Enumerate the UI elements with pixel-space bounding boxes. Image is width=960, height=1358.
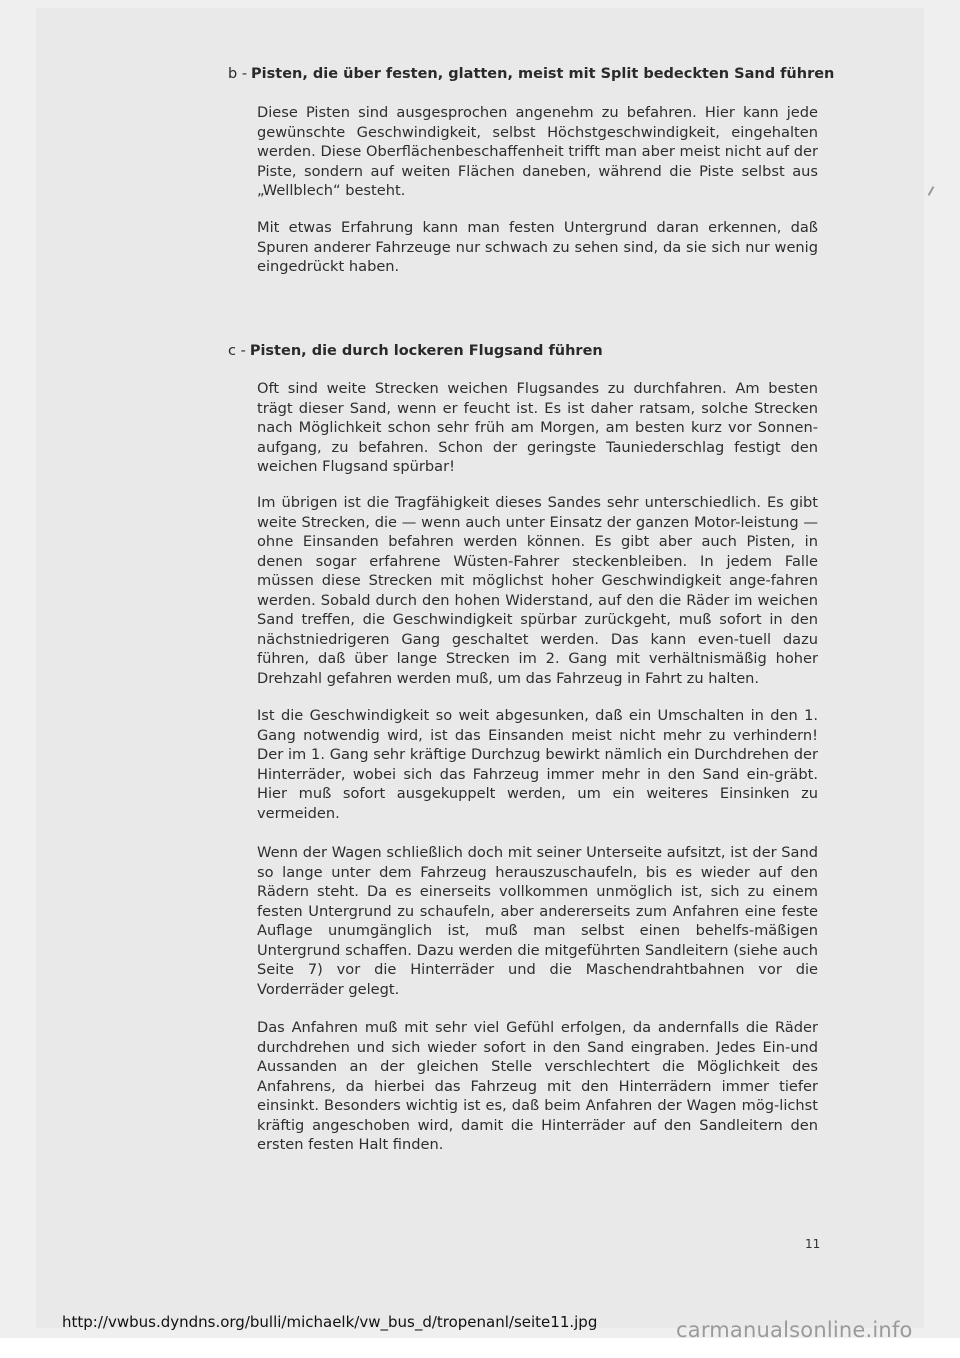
paragraph-c1: Oft sind weite Strecken weichen Flugsandes zu durchfahren. Am besten trägt dieser Sand, wenn er feucht ist. Es ist daher ratsam, solche Strecken nach Möglichkeit schon sehr früh am Morgen, am besten kurz vor Sonnen-aufgang, zu befahren. Schon der geringste Tauniederschlag festigt den weichen Flugsand spürbar!: [257, 380, 818, 475]
site-watermark: carmanualsonline.info: [676, 1318, 913, 1342]
section-heading-c: [228, 343, 603, 359]
section-letter-b: b -: [228, 66, 248, 82]
page-number: 11: [805, 1237, 821, 1251]
paragraph-b2: Mit etwas Erfahrung kann man festen Untergrund daran erkennen, daß Spuren anderer Fahrzeuge nur schwach zu sehen sind, da sie sich nur wenig eingedrückt haben.: [257, 219, 818, 275]
paragraph-c4: Wenn der Wagen schließlich doch mit seiner Unterseite aufsitzt, ist der Sand so lange unter dem Fahrzeug herauszuschaufeln, bis es wieder auf den Rädern steht. Da es einerseits vollkommen unmöglich ist, sich zu einem festen Untergrund zu schaufeln, aber andererseits zum Anfahren eine feste Auflage unumgänglich ist, muß man selbst einen behelfs-mäßigen Untergrund schaffen. Dazu werden die mitgeführten Sandleitern (siehe auch Seite 7) vor die Hinterräder und die Maschendrahtbahnen vor die Vorderräder gelegt.: [257, 844, 818, 998]
section-title-c: Pisten, die durch lockeren Flugsand führen: [249, 343, 603, 359]
source-url[interactable]: http://vwbus.dyndns.org/bulli/michaelk/vw_bus_d/tropenanl/seite11.jpg: [62, 1313, 598, 1331]
paragraph-c5: Das Anfahren muß mit sehr viel Gefühl erfolgen, da andernfalls die Räder durchdrehen und sich wieder sofort in den Sand eingraben. Jedes Ein-und Aussanden an der gleichen Stelle verschlechtert die Möglichkeit des Anfahrens, da hierbei das Fahrzeug mit den Hinterrädern immer tiefer einsinkt. Besonders wichtig ist es, daß beim Anfahren der Wagen mög-lichst kräftig angeschoben wird, damit die Hinterräder auf den Sandleitern den ersten festen Halt finden.: [257, 1019, 818, 1153]
paragraph-c2: Im übrigen ist die Tragfähigkeit dieses Sandes sehr unterschiedlich. Es gibt weite Strecken, die — wenn auch unter Einsatz der ganzen Motor-leistung — ohne Einsanden befahren werden können. Es gibt aber auch Pisten, in denen sogar erfahrene Wüsten-Fahrer steckenbleiben. In jedem Falle müssen diese Strecken mit möglichst hoher Geschwindigkeit ange-fahren werden. Sobald durch den hohen Widerstand, auf den die Räder im weichen Sand treffen, die Geschwindigkeit spürbar zurückgeht, muß sofort in den nächstniedrigeren Gang geschaltet werden. Das kann even-tuell dazu führen, daß über lange Strecken im 2. Gang mit verhältnismäßig hoher Drehzahl gefahren werden muß, um das Fahrzeug in Fahrt zu halten.: [257, 494, 818, 687]
section-heading-b: [228, 66, 834, 82]
paragraph-c3: Ist die Geschwindigkeit so weit abgesunken, daß ein Umschalten in den 1. Gang notwendig wird, ist das Einsanden meist nicht mehr zu verhindern! Der im 1. Gang sehr kräftige Durchzug bewirkt nämlich ein Durchdrehen der Hinterräder, wobei sich das Fahrzeug immer mehr in den Sand ein-gräbt. Hier muß sofort ausgekuppelt werden, um ein weiteres Einsinken zu vermeiden.: [257, 707, 818, 822]
section-letter-c: c -: [228, 343, 246, 359]
section-title-b: Pisten, die über festen, glatten, meist mit Split bedeckten Sand führen: [251, 66, 835, 82]
paragraph-b1: Diese Pisten sind ausgesprochen angenehm zu befahren. Hier kann jede gewünschte Geschwindigkeit, selbst Höchstgeschwindigkeit, eingehalten werden. Diese Oberflächenbeschaffenheit trifft man aber meist nicht auf der Piste, sondern auf weiten Flächen daneben, während die Piste selbst aus „Wellblech“ besteht.: [257, 104, 818, 199]
